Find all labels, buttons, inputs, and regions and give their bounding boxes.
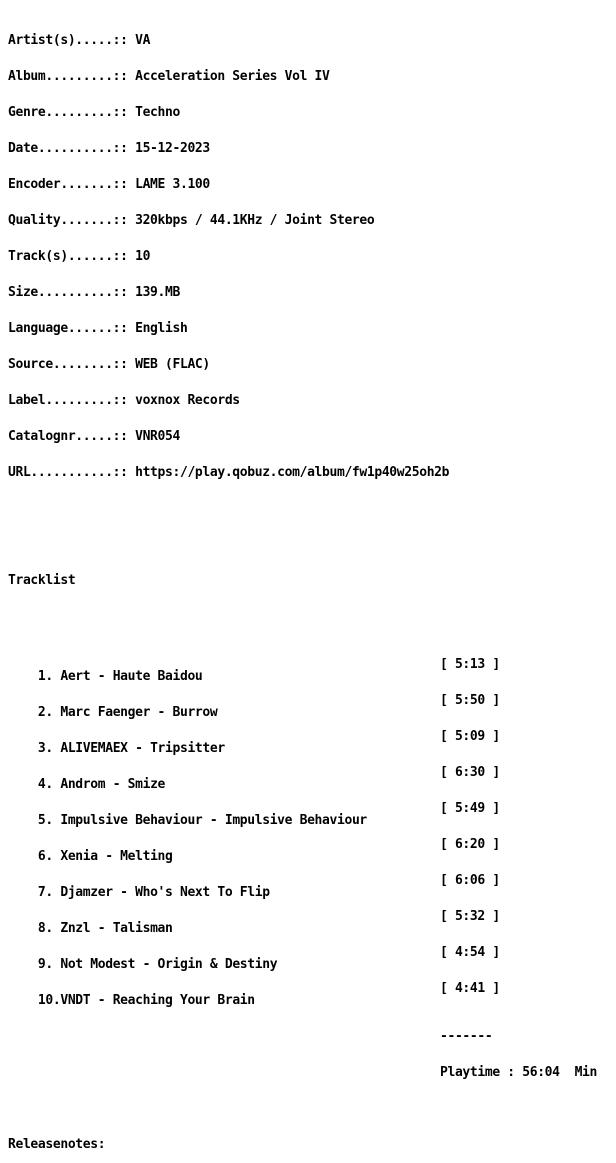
info-genre: Genre.........:: Techno [8, 105, 180, 120]
info-encoder: Encoder.......:: LAME 3.100 [8, 177, 210, 192]
track-row [8, 837, 500, 864]
blank-line [8, 1103, 449, 1115]
track-row [8, 657, 500, 684]
track-time: [ 6:06 ] [440, 873, 500, 888]
tracklist-heading: Tracklist [8, 573, 76, 588]
nfo-document [8, 11, 598, 1163]
track-time: [ 6:30 ] [440, 765, 500, 780]
track-row [8, 981, 500, 1008]
blank-line [8, 539, 449, 551]
track-time: [ 6:20 ] [440, 837, 500, 852]
track-title: 8. Znzl - Talisman [37, 921, 173, 936]
track-row [8, 693, 500, 720]
playtime-row [8, 1065, 598, 1080]
track-time: [ 4:54 ] [440, 945, 500, 960]
track-title: 5. Impulsive Behaviour - Impulsive Behaviour [37, 813, 367, 828]
track-row [8, 945, 500, 972]
track-time: [ 5:32 ] [440, 909, 500, 924]
track-row [8, 873, 500, 900]
info-album: Album.........:: Acceleration Series Vol IV [8, 69, 330, 84]
info-source: Source........:: WEB (FLAC) [8, 357, 210, 372]
releasenotes-heading: Releasenotes: [8, 1137, 106, 1152]
track-title: 4. Androm - Smize [37, 777, 166, 792]
track-time: [ 4:41 ] [440, 981, 500, 996]
track-title: 1. Aert - Haute Baidou [37, 669, 203, 684]
track-title: 2. Marc Faenger - Burrow [37, 705, 218, 720]
track-time: [ 5:13 ] [440, 657, 500, 672]
info-language: Language......:: English [8, 321, 188, 336]
blank-line [8, 503, 449, 515]
info-date: Date..........:: 15-12-2023 [8, 141, 210, 156]
info-url: URL...........:: https://play.qobuz.com/album/fw1p40w25oh2b [8, 465, 450, 480]
info-label: Label.........:: voxnox Records [8, 393, 240, 408]
info-size: Size..........:: 139.MB [8, 285, 180, 300]
separator-row [8, 1029, 493, 1044]
track-title: 9. Not Modest - Origin & Destiny [37, 957, 278, 972]
playtime: Playtime : 56:04 Min [440, 1065, 598, 1080]
track-title: 10.VNDT - Reaching Your Brain [37, 993, 255, 1008]
info-quality: Quality.......:: 320kbps / 44.1KHz / Joint Stereo [8, 213, 375, 228]
track-row [8, 801, 500, 828]
track-row [8, 909, 500, 936]
track-row [8, 729, 500, 756]
track-title: 7. Djamzer - Who's Next To Flip [37, 885, 270, 900]
track-time: [ 5:09 ] [440, 729, 500, 744]
track-row [8, 765, 500, 792]
info-artist: Artist(s).....:: VA [8, 33, 151, 48]
separator: ------- [440, 1029, 493, 1044]
track-time: [ 5:50 ] [440, 693, 500, 708]
info-catalognr: Catalognr.....:: VNR054 [8, 429, 180, 444]
track-title: 6. Xenia - Melting [37, 849, 173, 864]
info-tracks: Track(s)......:: 10 [8, 249, 151, 264]
track-time: [ 5:49 ] [440, 801, 500, 816]
blank-line [8, 611, 449, 623]
track-title: 3. ALIVEMAEX - Tripsitter [37, 741, 225, 756]
